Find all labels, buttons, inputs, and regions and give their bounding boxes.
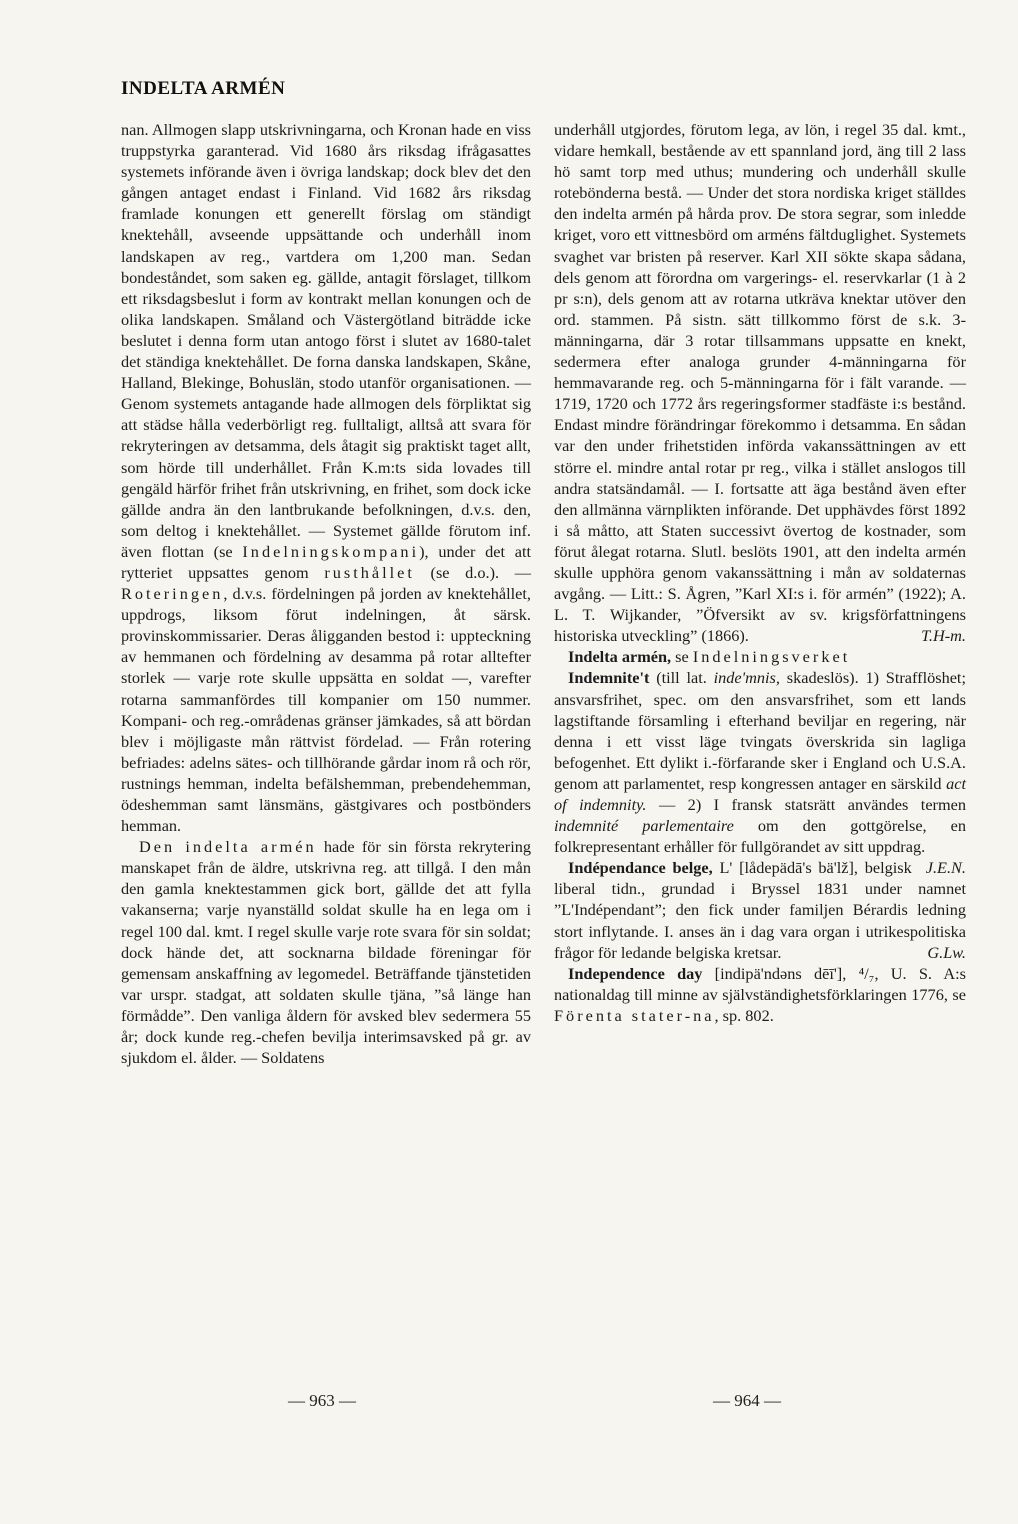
entry-independence-day: Independence day [indipä'ndəns dēī'], ⁴/₇, U. S. A:s nationaldag till minne av självständighetsförklaringen 1776, se Förenta stater-na, sp. 802.: [554, 963, 966, 1025]
paragraph: Den indelta armén hade för sin första rekrytering manskapet från de äldre, utskrivna reg. att tillgå. I den mån den gamla knektestammen gick bort, gällde det att fylla vakanserna; varje nyanställd soldat skulle ha en lega om i regel 100 dal. kmt. I regel skulle varje rote svara för sin soldat; dock hände det, att socknarna bildade föreningar för gemensam anskaffning av legomedel. Beträffande tjänstetiden var urspr. stadgat, att soldaten skulle tjäna, ”så länge han förmådde”. Den vanliga åldern för avsked blev sedermera 55 år; dock kunde reg.-chefen bevilja interimsavsked på gr. av sjukdom el. ålder. — Soldatens: [121, 837, 532, 1068]
right-column: [554, 119, 966, 1026]
paragraph: nan. Allmogen slapp utskrivningarna, och Kronan hade en viss truppstyrka garanterad. Vid 1680 års riksdag ifrågasattes systemets införande även i övriga landskap; dock blev det den gången antaget endast i Finland. Vid 1682 års riksdag framlade konungen ett generellt förslag om ständigt knektehåll, avseende uppsättande och underhåll inom landskapen av reg., vartdera om 1,200 man. Sedan bondeståndet, som saken eg. gällde, antagit förslaget, tillkom ett riksdagsbeslut i form av kontrakt mellan konungen och de olika landskapen. Småland och Västergötland biträdde icke beslutet i denna form utan antogo först i slutet av 1680-talet det ständiga knektehållet. De forna danska landskapen, Skåne, Halland, Blekinge, Bohuslän, stodo utanför organisationen. — Genom systemets antagande hade allmogen dels förpliktat sig att städse hålla vederbörligt reg. fulltaligt, alltså att svara för rekryteringen av detsamma, dels åtagit sig praktiskt taget allt, som hörde till underhållet. Från K.m:ts sida lovades till gengäld härför frihet från utskrivning, en frihet, som dock icke gällde andra än den lantbrukande befolkningen, d.v.s. den, som deltog i knektehållet. — Systemet gällde förutom inf. även flottan (se Indelningskompani), under det att rytteriet uppsattes genom rusthållet (se d.o.). — Roteringen, d.v.s. fördelningen på jorden av knektehållet, uppdrogs, liksom förut indelningen, åt särsk. provinskommissarier. Deras åligganden bestod i: uppteckning av hemmanen och fördelning av desamma på rotar alltefter storlek — varje rote skulle uppsätta en soldat —, varefter rotarna sammanfördes till kompanier om 150 nummer. Kompani- och reg.-områdenas gränser jämkades, så att bördan blev i möjligaste mån rättvist fördelad. — Från rotering befriades: adelns sätes- och tillhörande gårdar inom rå och rör, rustnings hemman, indelta befälshemman, prebendehemman, ödeshemman samt länsmäns, gästgivares och postbönders hemman.: [121, 120, 531, 836]
paragraph: underhåll utgjordes, förutom lega, av lön, i regel 35 dal. kmt., vidare hemkall, bestående av ett spannland jord, äng till 2 lass hö samt torp med uthus; mundering och underhåll skulle rotebönderna bestå. — Under det stora nordiska kriget ställdes den indelta armén på hårda prov. De stora segrar, som inledde kriget, voro ett vittnesbörd om arméns fältduglighet. Systemets svaghet var bristen på reserver. Karl XII sökte skapa sådana, dels genom att förordna om vargerings- el. reservkarlar (1 à 2 pr s:n), dels genom att av rotarna utkräva knektar utöver den ord. stammen. På sistn. sätt tillkommo först de s.k. 3-männingarna, där 3 rotar tillsammans uppsatte en knekt, sedermera efter analoga grunder 4-männingarna för hemmavarande reg. och 5-männingarna för i fält varande. — 1719, 1720 och 1772 års regeringsformer stadfäste i:s bestånd. Endast mindre förändringar förekommo i detsamma. En sådan var den under frihetstiden införda vakanssättningen av ett större el. mindre antal rotar pr reg., vilka i stället anslogos till andra statsändamål. — I. fortsatte att äga bestånd även efter den allmänna värnplikten införande. Det upphävdes först 1892 i så måtto, att Staten successivt övertog de kostnader, som förut ålegat rotarna. Slutl. beslöts 1901, att den indelta armén skulle upphöra genom vakanssättning i mån av soldaternas avgång. — Litt.: S. Ågren, ”Karl XI:s i. för armén” (1922); A. L. T. Wijkander, ”Öfversikt av sv. krigsförfattningens historiska utveckling” (1866). T.H-m.: [554, 120, 966, 646]
entry-independance-belge: Indépendance belge, L' [lådepädā's bä'lž], belgisk liberal tidn., grundad i Bryssel 1831 under namnet ”L'Indépendant”; den fick under familjen Bérardis ledning stort inflytande. I. anses än i dag vara organ i utrikespolitiska frågor för ledande belgiska kretsar. G.Lw.: [554, 858, 966, 962]
page-number-right: — 964 —: [713, 1391, 781, 1410]
entry-indemnitet: Indemnite't (till lat. inde'mnis, skadeslös). 1) Strafflöshet; ansvarsfrihet, spec. om den ansvarsfrihet, som ett lands lagstiftande församling i efterhand beviljar en regering, när denna i ett visst läge tvingats överskrida sin lagliga befogenhet. Ett dylikt i.-förfarande sker i England och U.S.A. genom att parlamentet, resp kongressen antager en särskild act of indemnity. — 2) I fransk statsrätt användes termen indemnité parlementaire om den gottgörelse, en folkrepresentant erhåller för fullgörandet av sitt uppdrag. J.E.N.: [554, 668, 967, 878]
signature: T.H-m.: [921, 626, 966, 646]
entry-indelta-armen: Indelta armén, se Indelningsverket: [568, 647, 851, 667]
left-column: [121, 119, 531, 1068]
running-title: INDELTA ARMÉN: [121, 78, 286, 99]
signature: J.E.N.: [925, 858, 966, 878]
signature: G.Lw.: [927, 942, 966, 962]
page-number-left: — 963 —: [288, 1391, 356, 1410]
